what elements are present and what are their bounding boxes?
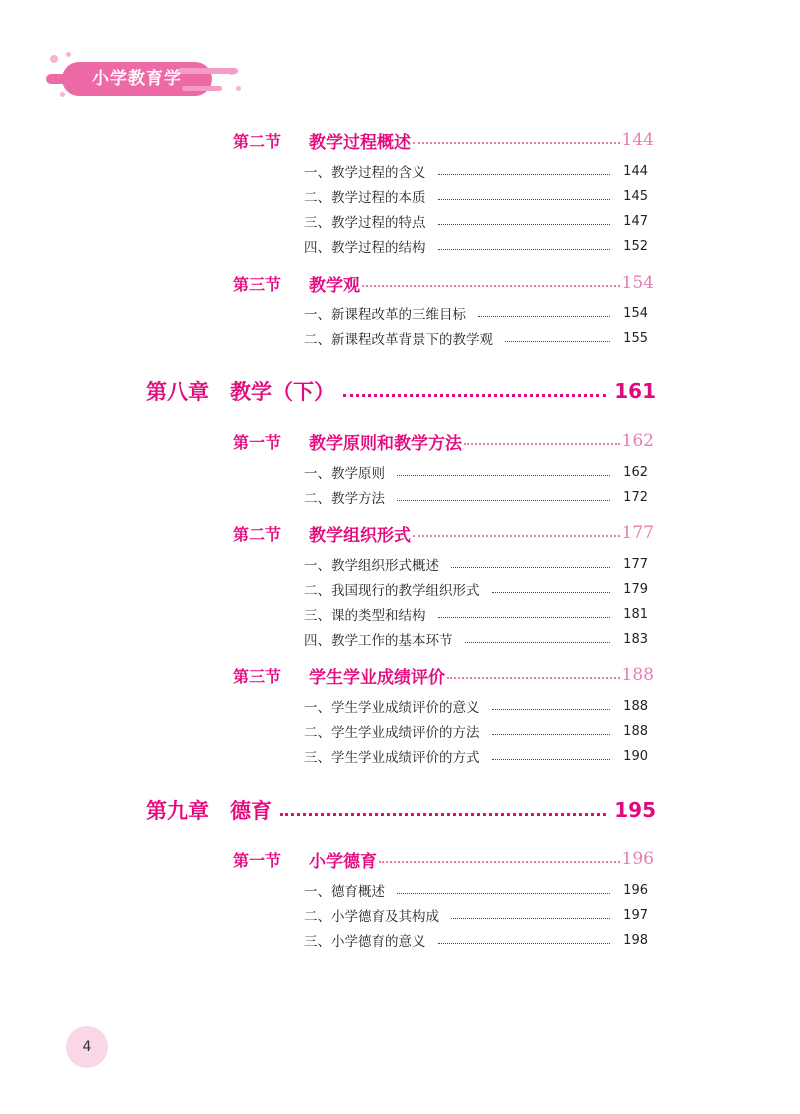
- section-number: 第三节: [233, 666, 282, 686]
- decor-dot: [50, 55, 58, 63]
- item-title: 一、教学组织形式概述: [304, 558, 439, 574]
- toc-item[interactable]: [304, 578, 648, 600]
- item-page: 154: [623, 305, 648, 321]
- section-page: 177: [621, 523, 654, 543]
- chapter-title: 德育: [230, 799, 272, 823]
- dot-leader: [438, 617, 611, 618]
- item-title: 一、新课程改革的三维目标: [304, 307, 466, 323]
- item-page: 198: [623, 932, 648, 948]
- section-title: 教学原则和教学方法: [309, 433, 462, 454]
- dot-leader: [397, 893, 610, 894]
- dot-leader: [492, 759, 611, 760]
- book-title: 小学教育学: [92, 69, 182, 89]
- item-page: 188: [623, 698, 648, 714]
- dot-leader: [362, 285, 620, 287]
- chapter-title: 教学（下）: [230, 380, 335, 404]
- dot-leader: [505, 341, 610, 342]
- item-page: 152: [623, 238, 648, 254]
- dot-leader: [413, 142, 620, 144]
- dot-leader: [451, 567, 610, 568]
- item-page: 172: [623, 489, 648, 505]
- dot-leader: [280, 813, 606, 816]
- item-page: 147: [623, 213, 648, 229]
- dot-leader: [438, 174, 611, 175]
- item-title: 一、学生学业成绩评价的意义: [304, 700, 480, 716]
- item-title: 三、课的类型和结构: [304, 608, 426, 624]
- dot-leader: [343, 394, 606, 397]
- toc-item[interactable]: [304, 185, 648, 207]
- dot-leader: [451, 918, 610, 919]
- toc-item[interactable]: [304, 628, 648, 650]
- item-page: 162: [623, 464, 648, 480]
- section-page: 144: [621, 130, 654, 150]
- item-title: 二、小学德育及其构成: [304, 909, 439, 925]
- chapter-page: 161: [614, 379, 656, 403]
- item-page: 183: [623, 631, 648, 647]
- dot-leader: [397, 475, 610, 476]
- toc-item[interactable]: [304, 210, 648, 232]
- item-page: 181: [623, 606, 648, 622]
- section-number: 第一节: [233, 432, 282, 452]
- header-ribbon: [62, 62, 212, 96]
- toc-item[interactable]: [304, 160, 648, 182]
- section-title: 教学观: [309, 275, 360, 296]
- item-page: 144: [623, 163, 648, 179]
- dot-leader: [379, 861, 620, 863]
- toc-item[interactable]: [304, 904, 648, 926]
- item-title: 二、学生学业成绩评价的方法: [304, 725, 480, 741]
- toc-item[interactable]: [304, 695, 648, 717]
- chapter-page: 195: [614, 798, 656, 822]
- item-title: 一、教学过程的含义: [304, 165, 426, 181]
- item-title: 二、新课程改革背景下的教学观: [304, 332, 493, 348]
- dot-leader: [478, 316, 610, 317]
- item-title: 四、教学过程的结构: [304, 240, 426, 256]
- toc-chapter[interactable]: [146, 795, 656, 825]
- section-number: 第三节: [233, 274, 282, 294]
- item-page: 197: [623, 907, 648, 923]
- toc-section[interactable]: [233, 428, 654, 454]
- chapter-number: 第九章: [146, 799, 209, 823]
- item-title: 二、教学过程的本质: [304, 190, 426, 206]
- toc-item[interactable]: [304, 879, 648, 901]
- section-number: 第一节: [233, 850, 282, 870]
- toc-item[interactable]: [304, 745, 648, 767]
- item-page: 177: [623, 556, 648, 572]
- item-title: 一、德育概述: [304, 884, 385, 900]
- page-number: 4: [66, 1026, 108, 1068]
- dot-leader: [465, 642, 611, 643]
- toc-section[interactable]: [233, 127, 654, 153]
- section-title: 学生学业成绩评价: [309, 667, 445, 688]
- section-page: 154: [621, 273, 654, 293]
- item-page: 188: [623, 723, 648, 739]
- toc-section[interactable]: [233, 520, 654, 546]
- dot-leader: [464, 443, 620, 445]
- toc-item[interactable]: [304, 486, 648, 508]
- section-title: 教学组织形式: [309, 525, 411, 546]
- item-page: 196: [623, 882, 648, 898]
- dot-leader: [492, 709, 611, 710]
- toc-item[interactable]: [304, 461, 648, 483]
- section-title: 小学德育: [309, 851, 377, 872]
- dot-leader: [438, 199, 611, 200]
- dot-leader: [438, 224, 611, 225]
- item-title: 三、学生学业成绩评价的方式: [304, 750, 480, 766]
- dot-leader: [438, 249, 611, 250]
- item-title: 一、教学原则: [304, 466, 385, 482]
- section-title: 教学过程概述: [309, 132, 411, 153]
- toc-section[interactable]: [233, 662, 654, 688]
- dot-leader: [413, 535, 620, 537]
- item-page: 179: [623, 581, 648, 597]
- toc-chapter[interactable]: [146, 376, 656, 406]
- item-page: 155: [623, 330, 648, 346]
- dot-leader: [397, 500, 610, 501]
- item-page: 190: [623, 748, 648, 764]
- toc-item[interactable]: [304, 302, 648, 324]
- section-number: 第二节: [233, 131, 282, 151]
- chapter-number: 第八章: [146, 380, 209, 404]
- toc-item[interactable]: [304, 235, 648, 257]
- dot-leader: [492, 734, 611, 735]
- item-page: 145: [623, 188, 648, 204]
- decor-dot: [236, 86, 241, 91]
- item-title: 四、教学工作的基本环节: [304, 633, 453, 649]
- item-title: 三、教学过程的特点: [304, 215, 426, 231]
- dot-leader: [492, 592, 611, 593]
- dot-leader: [438, 943, 611, 944]
- section-page: 188: [621, 665, 654, 685]
- toc-item[interactable]: [304, 929, 648, 951]
- toc-item[interactable]: [304, 553, 648, 575]
- toc-item[interactable]: [304, 720, 648, 742]
- decor-dot: [66, 52, 71, 57]
- toc-section[interactable]: [233, 270, 654, 296]
- toc-section[interactable]: [233, 846, 654, 872]
- section-page: 196: [621, 849, 654, 869]
- item-title: 二、教学方法: [304, 491, 385, 507]
- toc-item[interactable]: [304, 603, 648, 625]
- toc-item[interactable]: [304, 327, 648, 349]
- item-title: 三、小学德育的意义: [304, 934, 426, 950]
- item-title: 二、我国现行的教学组织形式: [304, 583, 480, 599]
- section-number: 第二节: [233, 524, 282, 544]
- dot-leader: [447, 677, 620, 679]
- section-page: 162: [621, 431, 654, 451]
